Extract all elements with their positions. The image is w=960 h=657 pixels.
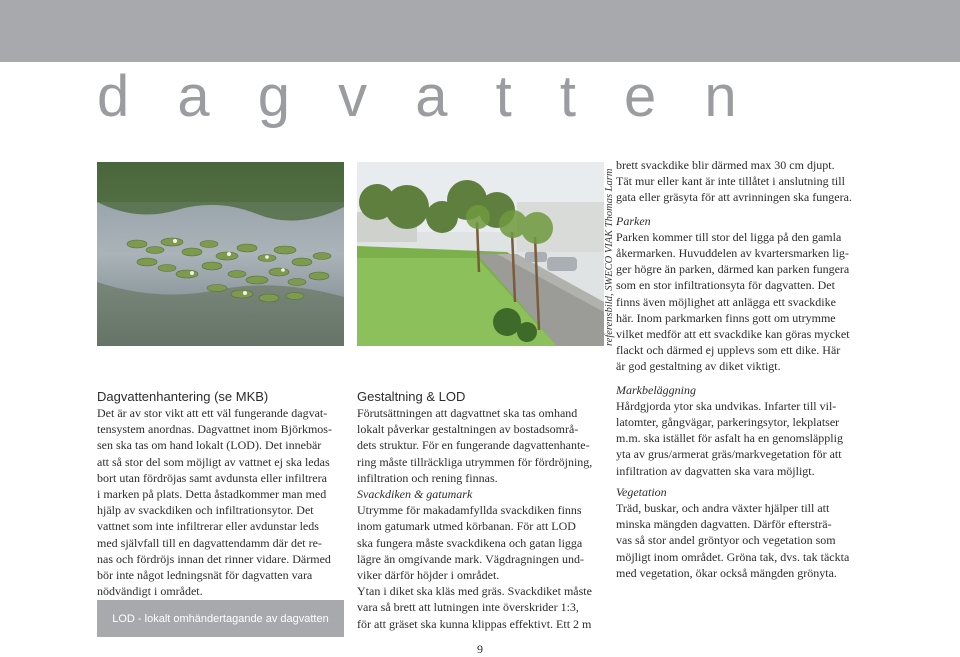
sub-heading: Markbeläggning: [616, 382, 696, 397]
header-bar: [0, 0, 960, 62]
section-heading: Dagvattenhantering (se MKB): [97, 389, 269, 404]
body-text: Förutsättningen att dagvattnet ska tas omhand lokalt påverkar gestaltningen av bostadsområ- dets struktur. För en fungerande dagvattenhante- ring måste tillräckliga utrymmen för fördröjning, infiltration och rening finnas.: [357, 406, 593, 485]
page-number: 9: [477, 642, 483, 656]
body-text: Det är av stor vikt att ett väl fungerande dagvat- tensystem anordnas. Dagvattnet inom Björkmos- sen ska tas om hand lokalt (LOD). Det innebär att så stor del som möjligt av vattnet ej ska ledas bort utan fördröjas samt avdunsta eller infiltrera i marken på plats. Detta åstadkommer man med hjälp av svackdiken och infiltrationsytor. Det vattnet som inte infiltrerar eller avdunstar leds med självfall till en dagvattendamm där det re- nas och fördröjs innan det rinner vidare. Därmed bör inte något ledningsnät för dagvatten vara nödvändigt i området.: [97, 406, 332, 599]
swale-street-photo: [357, 162, 604, 346]
section-heading: Gestaltning & LOD: [357, 389, 466, 404]
body-text: Parken kommer till stor del ligga på den gamla åkermarken. Huvuddelen av kvartersmarken lig- ger högre än parken, därmed kan parken fungera som en stor infiltrationsyta för dagvatten. Det finns även möjlighet att anlägga ett svackdike här. Inom parkmarken finns gott om utrymme vilket medför att ett svackdike kan göras mycket flackt och därmed ej upplevs som ett dike. Här är god gestaltning av diket viktigt.: [616, 229, 850, 374]
column-dagvattenhantering: [97, 389, 344, 599]
body-text: Utrymme för makadamfyllda svackdiken finns inom gatumark utmed körbanan. För att LOD ska fungera måste svackdikena och gatan ligga lägre än omgivande mark. Vägdragningen und- viker därför höjder i området. Ytan i diket ska kläs med gräs. Svackdiket måste vara så brett att lutningen inte överskrider 1:3, för att gräset ska kunna klippas effektivt. Ett 2 m: [357, 503, 592, 631]
page-title: d a g v a t t e n: [97, 64, 753, 129]
sub-heading: Parken: [616, 213, 651, 228]
sub-heading: Vegetation: [616, 484, 667, 499]
sub-heading: Svackdiken & gatumark: [357, 487, 473, 502]
lod-caption-box: LOD - lokalt omhändertagande av dagvatten: [97, 600, 344, 637]
body-text: Hårdgjorda ytor ska undvikas. Infarter till vil- latomter, gångvägar, parkeringsytor, lekplatser m.m. ska istället för asfalt ha en genomsläpplig yta av grus/armerat gräs/markvegetation för att infiltration av dagvatten ska vara möjligt.: [616, 398, 843, 478]
column-gestaltning: [357, 389, 607, 632]
body-text: brett svackdike blir därmed max 30 cm djupt. Tät mur eller kant är inte tillåtet i anslutning till gata eller gräsyta för att avrinningen ska fungera.: [616, 158, 852, 205]
pond-photo: [97, 162, 344, 346]
column-continued: [616, 157, 866, 581]
body-text: Träd, buskar, och andra växter hjälper till att minska mängden dagvatten. Därför eftersträ- vas så stor andel gröntyor och vegetation som möjligt inom området. Gröna tak, dvs. tak täckta med vegetation, ökar också mängden grönyta.: [616, 501, 850, 580]
